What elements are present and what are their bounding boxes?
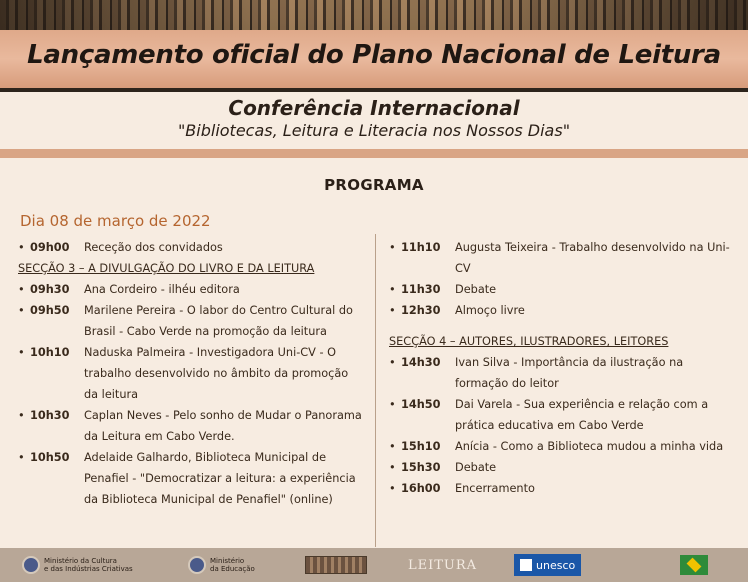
schedule-item	[389, 237, 734, 279]
program-column-left	[18, 237, 363, 510]
leitura-logo-text: LEITURA	[408, 557, 478, 573]
ministry-culture-name: Ministério da Cultura	[44, 557, 117, 565]
schedule-item	[389, 478, 734, 499]
schedule-item	[389, 352, 734, 394]
main-title: Lançamento oficial do Plano Nacional de Leitura	[27, 40, 721, 70]
program-heading: PROGRAMA	[324, 176, 424, 194]
schedule-description: Debate	[455, 461, 497, 474]
library-logo	[305, 554, 367, 576]
schedule-description: Dai Varela - Sua experiência e relação com a prática educativa em Cabo Verde	[455, 398, 709, 432]
coat-of-arms-icon	[22, 556, 40, 574]
ministry-education-name: Ministério	[210, 557, 245, 565]
bullet-icon: •	[18, 451, 25, 464]
column-divider	[375, 234, 376, 547]
schedule-description: Encerramento	[455, 482, 535, 495]
schedule-time: 16h00	[401, 482, 441, 495]
footer-logos	[0, 548, 748, 582]
header-banner	[0, 0, 748, 92]
library-logo-image	[305, 556, 367, 574]
schedule-description: Augusta Teixeira - Trabalho desenvolvido na Uni-CV	[455, 241, 730, 275]
schedule-time: 11h30	[401, 283, 441, 296]
conference-header	[0, 94, 748, 150]
schedule-item	[389, 457, 734, 478]
bullet-icon: •	[18, 304, 25, 317]
schedule-time: 10h10	[30, 346, 70, 359]
conference-subtitle: "Bibliotecas, Leitura e Literacia nos Nossos Dias"	[177, 121, 571, 140]
bullet-icon: •	[389, 398, 396, 411]
bullet-icon: •	[18, 409, 25, 422]
schedule-time: 15h10	[401, 440, 441, 453]
schedule-description: Marilene Pereira - O labor do Centro Cultural do Brasil - Cabo Verde na promoção da leitura	[84, 304, 353, 338]
schedule-item	[389, 300, 734, 321]
conference-title: Conferência Internacional	[228, 96, 520, 120]
schedule-time: 09h50	[30, 304, 70, 317]
schedule-item	[389, 394, 734, 436]
brazil-flag-icon	[680, 555, 708, 575]
bullet-icon: •	[389, 283, 396, 296]
divider-band	[0, 149, 748, 158]
ministry-culture-name-2: e das Indústrias Criativas	[44, 565, 133, 573]
ministry-education-logo	[188, 554, 255, 576]
bullet-icon: •	[389, 241, 396, 254]
schedule-time: 14h30	[401, 356, 441, 369]
schedule-item	[18, 447, 363, 510]
schedule-item	[18, 300, 363, 342]
schedule-description: Adelaide Galhardo, Biblioteca Municipal de Penafiel - "Democratizar a leitura: a experiência da Biblioteca Municipal de Penafiel" (online)	[84, 451, 356, 506]
unesco-logo	[514, 554, 581, 576]
coat-of-arms-icon	[188, 556, 206, 574]
bullet-icon: •	[389, 440, 396, 453]
schedule-time: 10h30	[30, 409, 70, 422]
schedule-time: 12h30	[401, 304, 441, 317]
schedule-description: Ana Cordeiro - ilhéu editora	[84, 283, 240, 296]
schedule-time: 15h30	[401, 461, 441, 474]
schedule-time: 10h50	[30, 451, 70, 464]
section-heading: SECÇÃO 4 – AUTORES, ILUSTRADORES, LEITORES	[389, 335, 669, 348]
unesco-temple-icon	[520, 559, 532, 571]
ministry-culture-logo	[22, 554, 133, 576]
schedule-item	[18, 342, 363, 405]
schedule-description: Debate	[455, 283, 497, 296]
schedule-item	[18, 405, 363, 447]
program-column-right	[389, 237, 734, 499]
bullet-icon: •	[389, 482, 396, 495]
program-date: Dia 08 de março de 2022	[20, 212, 211, 230]
schedule-description: Ivan Silva - Importância da ilustração na formação do leitor	[455, 356, 684, 390]
bullet-icon: •	[18, 283, 25, 296]
schedule-time: 11h10	[401, 241, 441, 254]
schedule-description: Receção dos convidados	[84, 241, 223, 254]
bullet-icon: •	[18, 241, 25, 254]
schedule-item	[389, 436, 734, 457]
section-heading: SECÇÃO 3 – A DIVULGAÇÃO DO LIVRO E DA LEITURA	[18, 262, 315, 275]
bullet-icon: •	[389, 461, 396, 474]
schedule-time: 14h50	[401, 398, 441, 411]
bullet-icon: •	[18, 346, 25, 359]
schedule-time: 09h30	[30, 283, 70, 296]
schedule-item	[389, 279, 734, 300]
schedule-time: 09h00	[30, 241, 70, 254]
schedule-description: Naduska Palmeira - Investigadora Uni-CV - O trabalho desenvolvido no âmbito da promoção da leitura	[84, 346, 349, 401]
ministry-education-name-2: da Educação	[210, 565, 255, 573]
leitura-logo	[408, 554, 477, 576]
bullet-icon: •	[389, 304, 396, 317]
bullet-icon: •	[389, 356, 396, 369]
schedule-description: Almoço livre	[455, 304, 525, 317]
schedule-description: Caplan Neves - Pelo sonho de Mudar o Panorama da Leitura em Cabo Verde.	[84, 409, 362, 443]
spacer	[389, 321, 734, 331]
brazil-culture-logo	[680, 554, 708, 576]
schedule-item	[18, 237, 363, 258]
unesco-label: unesco	[536, 558, 576, 572]
schedule-item	[18, 279, 363, 300]
schedule-description: Anícia - Como a Biblioteca mudou a minha vida	[455, 440, 724, 453]
